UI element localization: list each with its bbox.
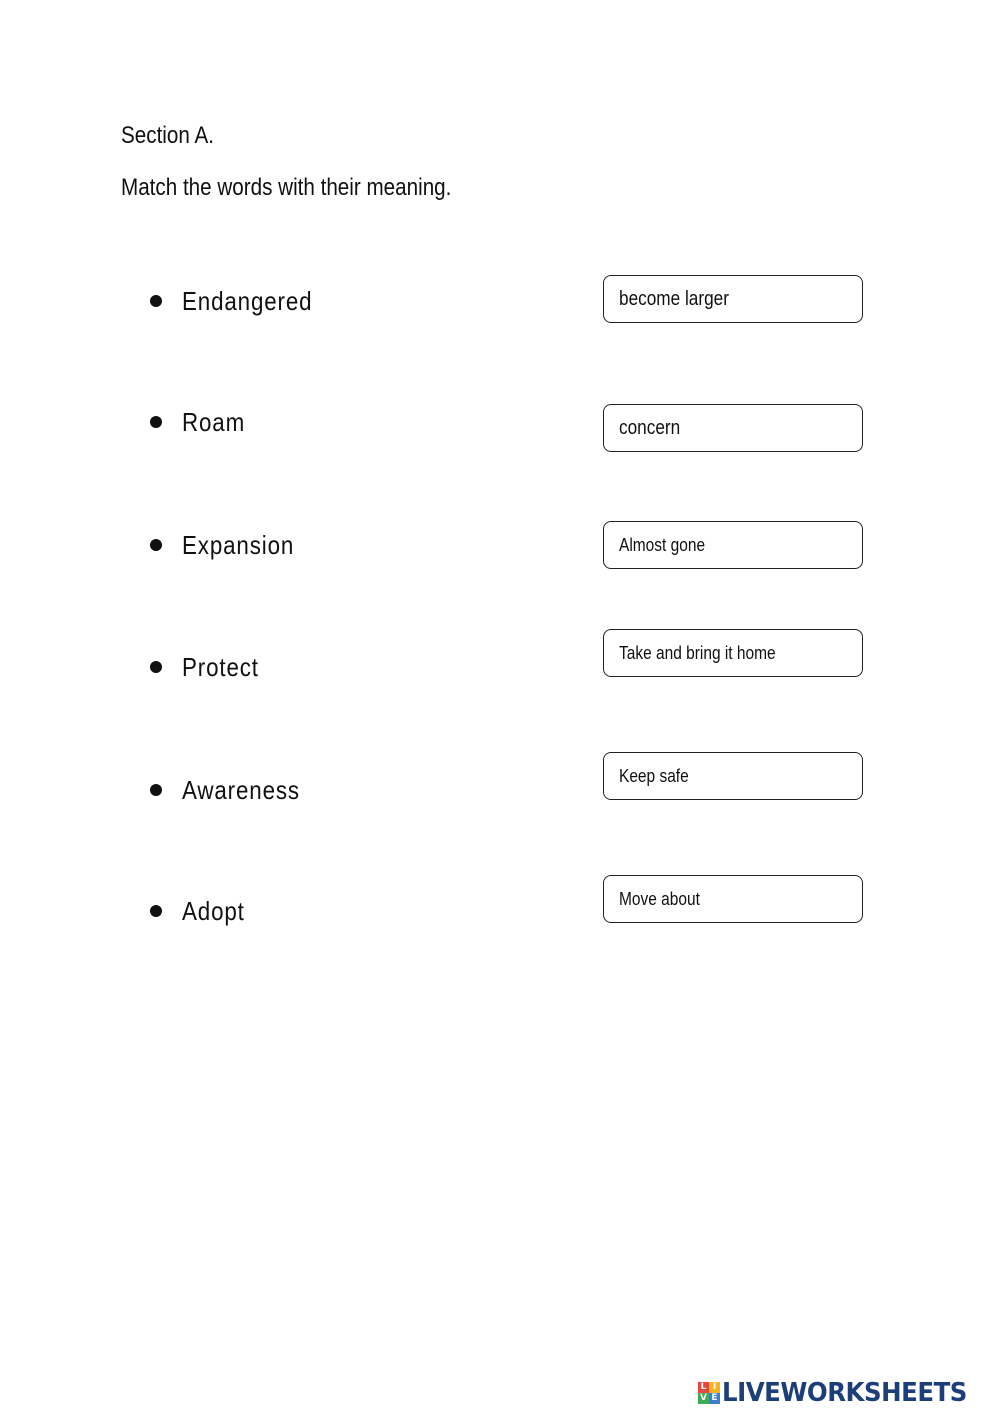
- word-item-adopt: [150, 891, 255, 931]
- bullet-icon: [150, 416, 162, 428]
- bullet-icon: [150, 905, 162, 917]
- answer-text: become larger: [619, 287, 729, 310]
- bullet-icon: [150, 784, 162, 796]
- answer-box[interactable]: [603, 629, 863, 677]
- word-item-awareness: [150, 770, 319, 810]
- answer-box[interactable]: [603, 752, 863, 800]
- logo-text: LIVEWORKSHEETS: [722, 1378, 967, 1408]
- answer-box[interactable]: [603, 275, 863, 323]
- word-item-roam: [150, 402, 255, 442]
- answer-text: concern: [619, 416, 681, 439]
- answer-box[interactable]: [603, 875, 863, 923]
- word-item-endangered: [150, 281, 334, 321]
- answer-text: Move about: [619, 888, 700, 909]
- logo-tile: E: [709, 1393, 720, 1404]
- word-label: Awareness: [182, 774, 300, 805]
- logo-tile: I: [709, 1382, 720, 1393]
- answer-box[interactable]: [603, 521, 863, 569]
- word-item-expansion: [150, 525, 312, 565]
- logo-mark-icon: [698, 1382, 720, 1404]
- word-label: Adopt: [182, 895, 245, 926]
- word-label: Expansion: [182, 529, 295, 560]
- answer-text: Take and bring it home: [619, 642, 776, 663]
- word-label: Protect: [182, 651, 259, 682]
- word-label: Roam: [182, 406, 246, 437]
- bullet-icon: [150, 539, 162, 551]
- answer-box[interactable]: [603, 404, 863, 452]
- logo-tile: V: [698, 1393, 709, 1404]
- answer-text: Almost gone: [619, 534, 706, 555]
- instructions: Match the words with their meaning.: [121, 174, 452, 201]
- answer-text: Keep safe: [619, 765, 689, 786]
- bullet-icon: [150, 295, 162, 307]
- logo-tile: L: [698, 1382, 709, 1393]
- word-label: Endangered: [182, 285, 313, 316]
- word-item-protect: [150, 647, 271, 687]
- bullet-icon: [150, 661, 162, 673]
- liveworksheets-logo: [698, 1378, 983, 1408]
- section-title: Section A.: [121, 122, 214, 149]
